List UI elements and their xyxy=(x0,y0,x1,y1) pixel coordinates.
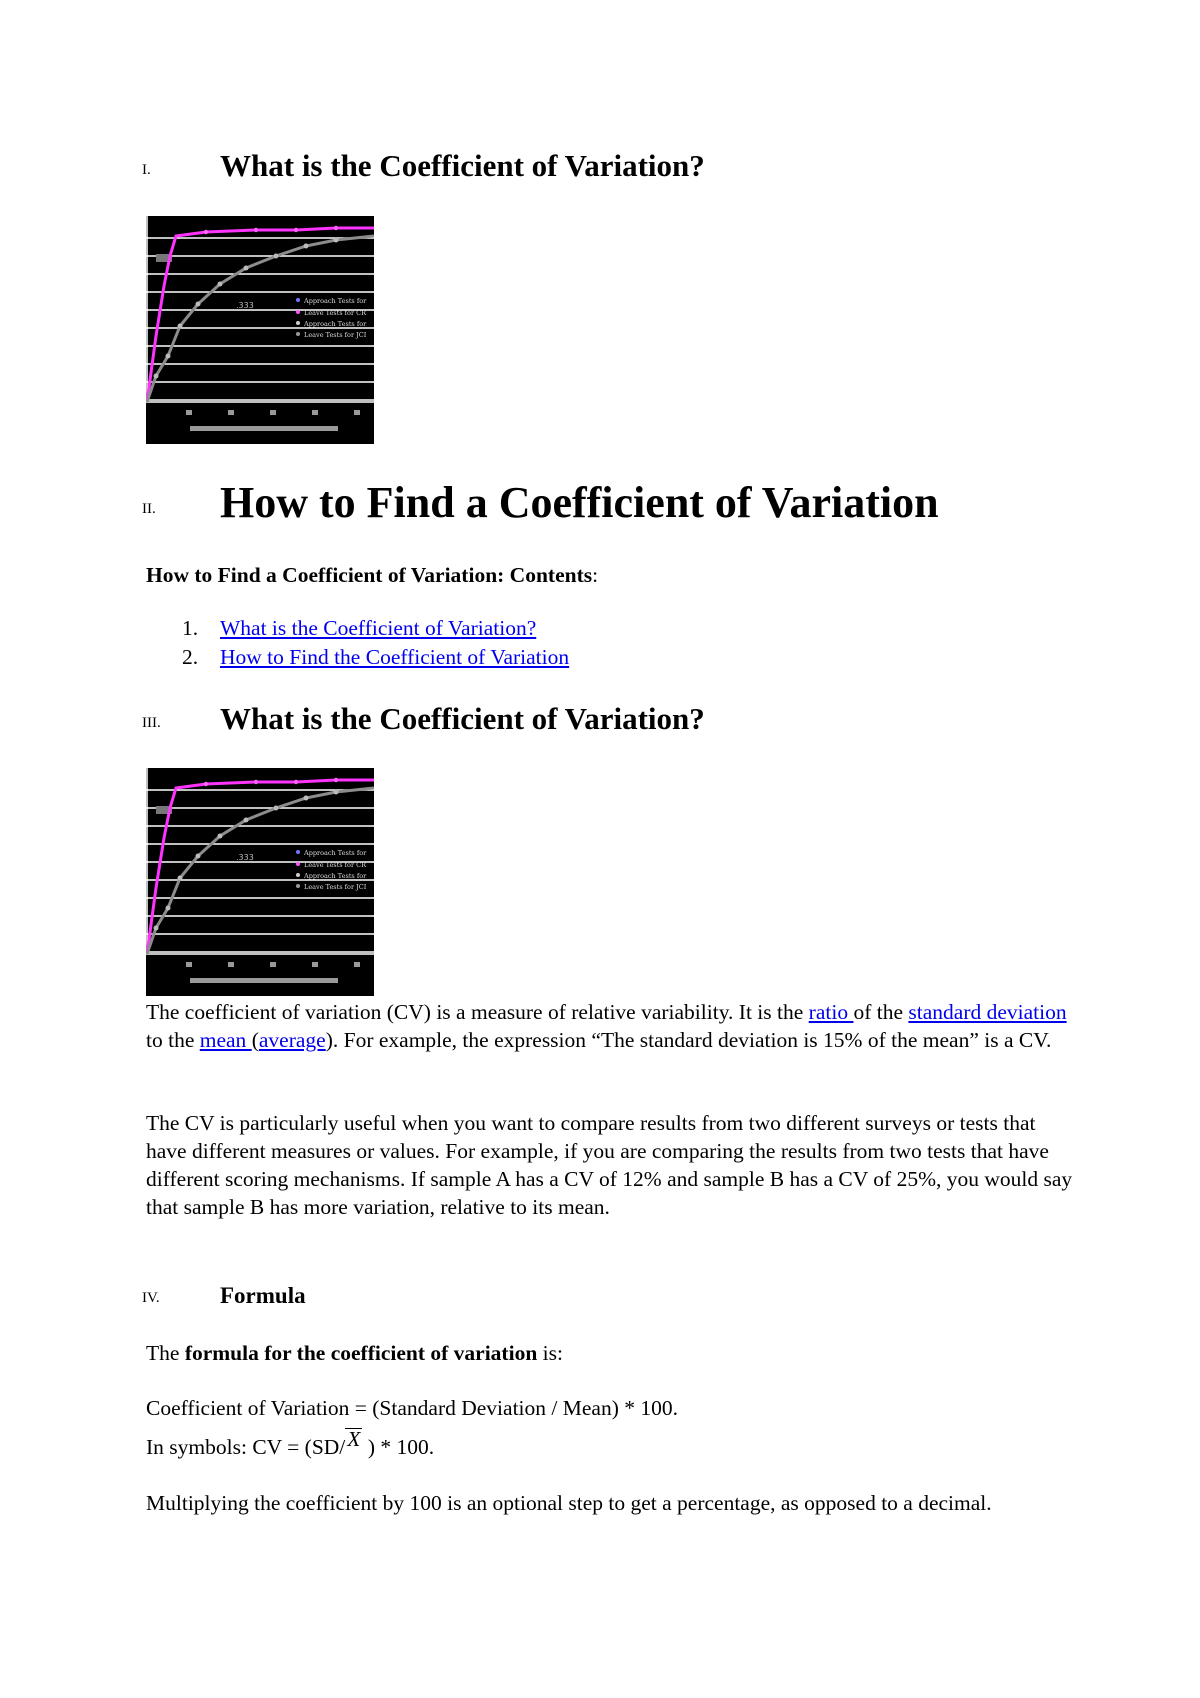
paragraph-text: ). For example, the expression “The standard deviation is 15% of the mean” is a CV. xyxy=(325,1028,1052,1052)
svg-text:Leave Tests for CR: Leave Tests for CR xyxy=(304,861,367,869)
chart-image-1 xyxy=(146,216,374,444)
svg-text:Approach Tests for: Approach Tests for xyxy=(304,320,367,328)
paragraph-cv-usefulness: The CV is particularly useful when you want to compare results from two different surveys or tests that have different measures or values. For example, if you are comparing the results from two tests that have different scoring mechanisms. If sample A has a CV of 12% and sample B has a CV of 25%, you would say that sample B has more variation, relative to its mean. xyxy=(146,1111,1073,1219)
contents-title: How to Find a Coefficient of Variation: Contents xyxy=(146,563,593,587)
svg-text:.333: .333 xyxy=(236,853,254,862)
contents-item-number: 1. xyxy=(182,616,199,640)
section-4-numeral: IV. xyxy=(142,1290,160,1306)
svg-text:Leave Tests for CR: Leave Tests for CR xyxy=(304,309,367,317)
paragraph-cv-definition xyxy=(146,998,1076,1054)
contents-item-number: 2. xyxy=(182,645,199,669)
svg-text:Leave Tests for JCI: Leave Tests for JCI xyxy=(304,883,367,891)
formula-intro xyxy=(146,1339,1076,1367)
contents-link-what-is-cv[interactable]: What is the Coefficient of Variation? xyxy=(220,616,537,640)
contents-list xyxy=(146,614,569,672)
svg-text:Approach Tests for: Approach Tests for xyxy=(304,872,367,880)
chart-image-1-graphic xyxy=(146,216,374,444)
link-ratio[interactable]: ratio xyxy=(808,1000,854,1024)
svg-text:.333: .333 xyxy=(236,301,254,310)
section-3-numeral: III. xyxy=(142,715,161,731)
section-4-title: Formula xyxy=(220,1283,306,1308)
section-2-title: How to Find a Coefficient of Variation xyxy=(220,478,939,527)
chart-image-2 xyxy=(146,768,374,996)
contents-title-line xyxy=(146,561,1076,589)
svg-text:Leave Tests for JCI: Leave Tests for JCI xyxy=(304,331,367,339)
formula-intro-text: is: xyxy=(537,1341,563,1365)
formula-intro-text: The xyxy=(146,1341,185,1365)
formula-line-symbols xyxy=(146,1427,1076,1461)
section-1-title: What is the Coefficient of Variation? xyxy=(220,148,705,183)
paragraph-text: of the xyxy=(853,1000,909,1024)
formula-line-words: Coefficient of Variation = (Standard Deviation / Mean) * 100. xyxy=(146,1396,678,1420)
paragraph-text: The coefficient of variation (CV) is a measure of relative variability. It is the xyxy=(146,1000,809,1024)
contents-colon: : xyxy=(592,563,599,587)
link-mean[interactable]: mean xyxy=(199,1028,252,1052)
contents-link-how-to-find-cv[interactable]: How to Find the Coefficient of Variation xyxy=(220,645,570,669)
section-1-numeral: I. xyxy=(142,162,151,178)
svg-text:Approach Tests for: Approach Tests for xyxy=(304,849,367,857)
link-standard-deviation[interactable]: standard deviation xyxy=(908,1000,1067,1024)
formula-intro-bold: formula for the coefficient of variation xyxy=(184,1341,538,1365)
paragraph-percentage-note: Multiplying the coefficient by 100 is an optional step to get a percentage, as opposed to a decimal. xyxy=(146,1491,992,1515)
svg-text:Approach Tests for: Approach Tests for xyxy=(304,297,367,305)
formula-symbols-text: ) * 100. xyxy=(362,1435,435,1459)
section-2-numeral: II. xyxy=(142,501,156,517)
formula-symbols-text: In symbols: CV = (SD/ xyxy=(146,1435,346,1459)
paragraph-text: ( xyxy=(251,1028,259,1052)
link-average[interactable]: average xyxy=(258,1028,326,1052)
contents-item xyxy=(146,643,569,672)
x-bar-symbol: X xyxy=(347,1427,361,1451)
section-3-title: What is the Coefficient of Variation? xyxy=(220,701,705,736)
chart-image-2-graphic xyxy=(146,768,374,996)
contents-item xyxy=(146,614,569,643)
paragraph-text: to the xyxy=(146,1028,200,1052)
